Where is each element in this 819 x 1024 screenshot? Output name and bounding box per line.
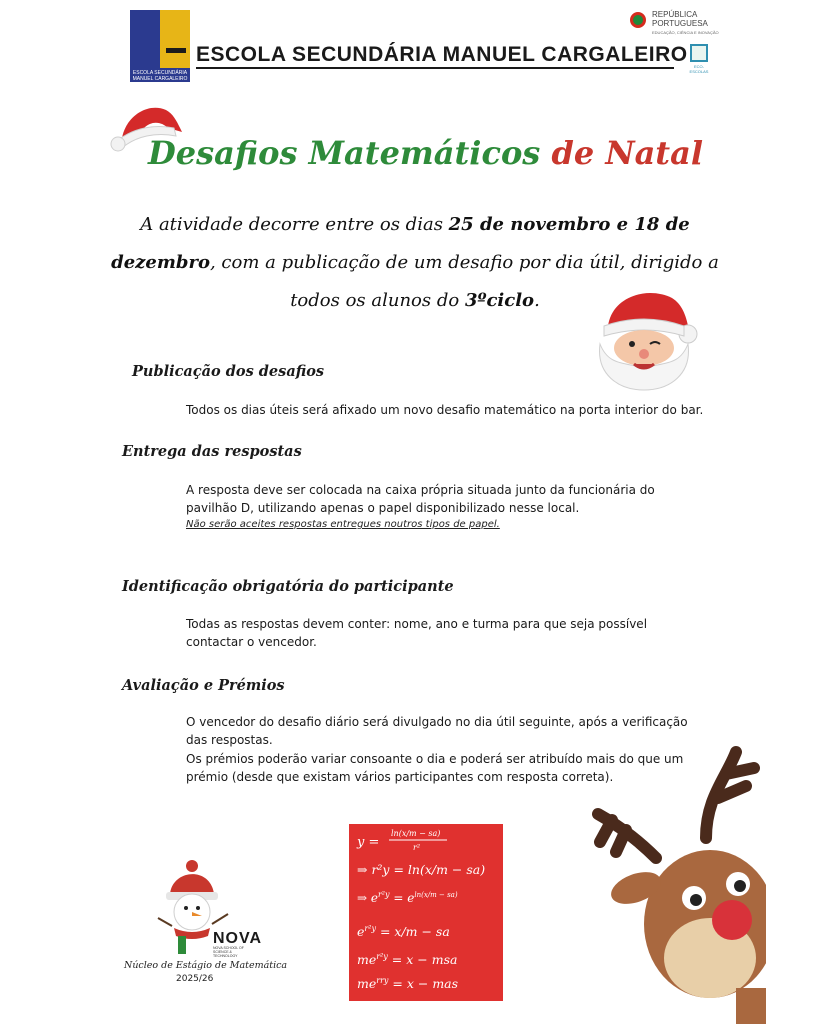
section-body-avaliacao-2: Os prémios poderão variar consoante o dia e poderá ser atribuído mais do que um prémio (desde que existam vários participantes com resposta correta). [186,752,684,784]
section-body-publicacao: Todos os dias úteis será afixado um novo desafio matemático na porta interior do bar. [186,403,704,417]
math-line-1 [356,829,447,852]
eco-escolas-logo [686,44,712,72]
math-line-3: ⇒ $e^{r^2y} = e^{ln(x/m - sa)}$ [357,890,458,905]
eco-escolas-label: ECO-ESCOLAS [689,64,709,74]
svg-text:r²: r² [413,843,421,852]
santa-face-icon [588,282,700,392]
section-heading-identificacao: Identificação obrigatória do participante [122,578,454,595]
math-line-5: $me^{r^2y} = x$ − msa [357,952,458,967]
svg-text:ln(x/m − sa): ln(x/m − sa) [391,829,441,838]
republic-line2: PORTUGUESA [652,19,708,28]
section-heading-publicacao: Publicação dos desafios [132,363,325,380]
republica-portuguesa-logo [630,10,720,44]
intro-text-2: , com a publicação de um desafio por dia útil, dirigido a todos os alunos do [209,252,719,311]
svg-text:y =: y = [357,835,380,850]
nucleo-estagio-label: Núcleo de Estágio de Matemática [124,960,288,971]
nova-logo: NOVA [213,930,263,947]
school-year: 2025/26 [176,974,214,984]
section-heading-avaliacao: Avaliação e Prémios [122,677,285,694]
nova-subtitle: NOVA SCHOOL OF SCIENCE & TECHNOLOGY [213,946,244,958]
math-equations-card [349,824,503,1001]
school-logo-caption: ESCOLA SECUNDÁRIA MANUEL CARGALEIRO [132,70,188,82]
section-heading-entrega: Entrega das respostas [122,443,302,460]
intro-dates: 25 de novembro e 18 de dezembro [111,214,690,273]
school-name-underline [196,67,674,69]
republic-emblem-icon [630,12,646,28]
intro-text-3: . [534,290,540,311]
section-note-entrega: Não serão aceites respostas entregues noutros tipos de papel. [186,519,500,530]
school-name: ESCOLA SECUNDÁRIA MANUEL CARGALEIRO [196,43,688,66]
reindeer-icon [586,738,766,1024]
section-body-avaliacao-1: O vencedor do desafio diário será divulgado no dia útil seguinte, após a verificação das respostas. [186,715,688,747]
math-line-2: ⇒ r²y = ln(x/m − sa) [357,862,486,877]
title-part-1: Desafios Matemáticos [148,134,541,172]
section-body-identificacao: Todas as respostas devem conter: nome, ano e turma para que seja possível contactar o vencedor. [186,617,648,649]
intro-cycle: 3ºciclo [464,290,535,311]
page-title [148,134,703,172]
math-line-6: $me^{rry} = x$ − mas [357,976,459,991]
section-body-entrega: A resposta deve ser colocada na caixa própria situada junto da funcionária do pavilhão D, utilizando apenas o papel disponibilizado nesse local. [186,483,655,515]
republic-subtitle: EDUCAÇÃO, CIÊNCIA E INOVAÇÃO [652,30,719,35]
intro-text-1: A atividade decorre entre os dias [140,214,449,235]
math-line-4: $e^{r^2y} = x/m$ − sa [357,924,450,939]
title-part-2: de Natal [551,134,703,172]
republic-line1: REPÚBLICA [652,10,698,19]
school-logo [130,10,190,82]
